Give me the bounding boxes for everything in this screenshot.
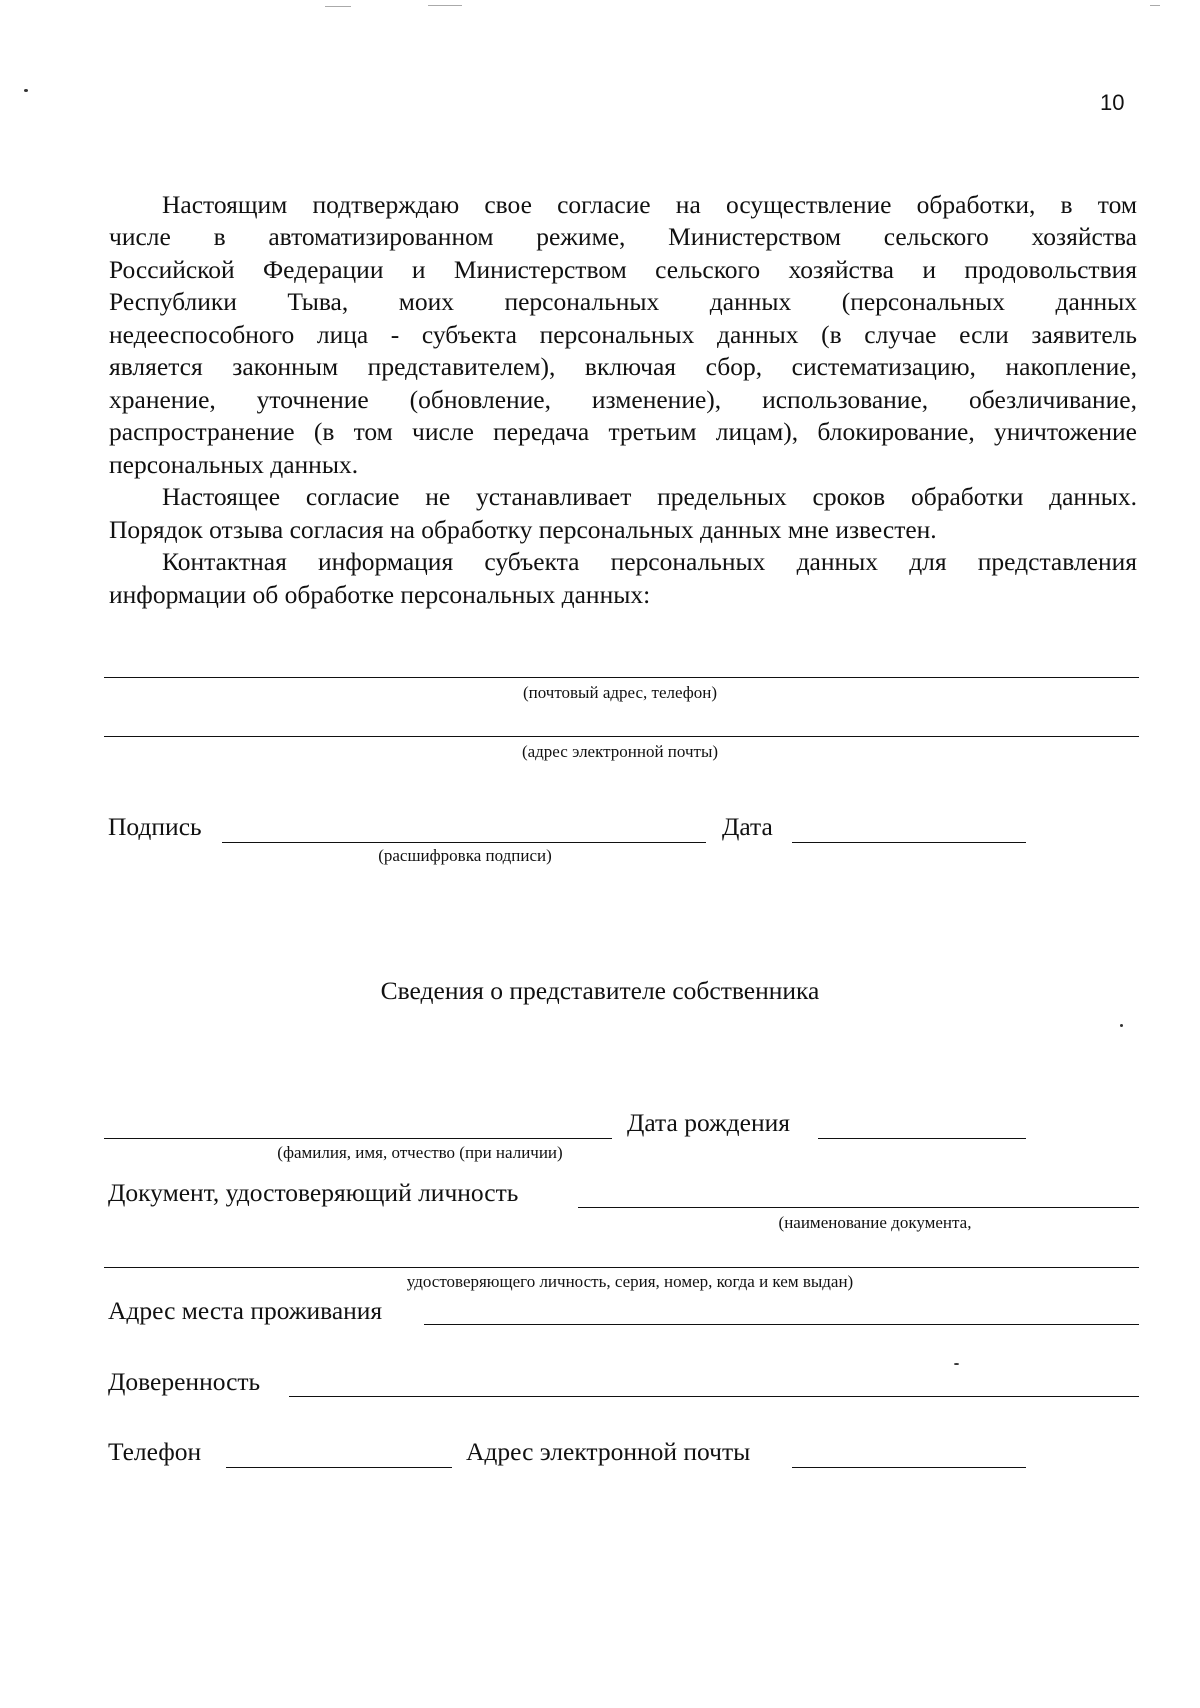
- text-line: Настоящим подтверждаю свое согласие на осуществление обработки, в том: [162, 190, 1137, 219]
- text-line: Контактная информация субъекта персональных данных для представления: [162, 547, 1137, 576]
- scan-speck: [1120, 1024, 1123, 1027]
- scan-mark: [1150, 5, 1160, 6]
- postal-address-caption: (почтовый адрес, телефон): [522, 683, 718, 702]
- id-document-field[interactable]: [578, 1207, 1139, 1208]
- email-field[interactable]: [104, 736, 1139, 737]
- text-line: распространение (в том числе передача третьим лицам), блокирование, уничтожение: [109, 417, 1137, 446]
- text-line: Республики Тыва, моих персональных данных (персональных данных: [109, 287, 1137, 316]
- fio-field[interactable]: [104, 1138, 612, 1139]
- signature-label: Подпись: [108, 812, 202, 841]
- phone-label: Телефон: [108, 1437, 202, 1466]
- birth-date-label: Дата рождения: [627, 1108, 790, 1137]
- scan-mark: [325, 6, 351, 7]
- scan-speck: [24, 89, 28, 92]
- text-line: Российской Федерации и Министерством сельского хозяйства и продовольствия: [109, 255, 1137, 284]
- email-caption: (адрес электронной почты): [521, 742, 719, 761]
- signature-field[interactable]: [222, 842, 706, 843]
- signature-caption: (расшифровка подписи): [378, 846, 552, 865]
- birth-date-field[interactable]: [818, 1138, 1026, 1139]
- scan-mark: [428, 5, 462, 6]
- residence-address-field[interactable]: [424, 1324, 1139, 1325]
- text-line: хранение, уточнение (обновление, изменение), использование, обезличивание,: [109, 385, 1137, 414]
- power-of-attorney-label: Доверенность: [108, 1367, 261, 1396]
- text-line: Порядок отзыва согласия на обработку персональных данных мне известен.: [109, 515, 937, 544]
- text-line: является законным представителем), включая сбор, систематизацию, накопление,: [109, 352, 1137, 381]
- id-document-details-field[interactable]: [104, 1267, 1139, 1268]
- text-line: числе в автоматизированном режиме, Министерством сельского хозяйства: [109, 222, 1137, 251]
- page-number: 10: [1100, 90, 1125, 115]
- text-line: Настоящее согласие не устанавливает предельных сроков обработки данных.: [162, 482, 1137, 511]
- text-line: персональных данных.: [109, 450, 359, 479]
- id-document-details-caption: удостоверяющего личность, серия, номер, когда и кем выдан): [406, 1272, 854, 1291]
- representative-heading: Сведения о представителе собственника: [380, 976, 820, 1005]
- phone-field[interactable]: [226, 1467, 452, 1468]
- text-line: недееспособного лица - субъекта персональных данных (в случае если заявитель: [109, 320, 1137, 349]
- date-field[interactable]: [792, 842, 1026, 843]
- rep-email-field[interactable]: [792, 1467, 1026, 1468]
- scan-speck: [954, 1363, 959, 1365]
- fio-caption: (фамилия, имя, отчество (при наличии): [277, 1143, 563, 1162]
- text-line: информации об обработке персональных данных:: [109, 580, 651, 609]
- residence-address-label: Адрес места проживания: [108, 1296, 383, 1325]
- power-of-attorney-field[interactable]: [289, 1396, 1139, 1397]
- id-document-label: Документ, удостоверяющий личность: [108, 1178, 519, 1207]
- postal-address-field[interactable]: [104, 677, 1139, 678]
- date-label: Дата: [722, 812, 773, 841]
- id-document-caption: (наименование документа,: [778, 1213, 972, 1232]
- rep-email-label: Адрес электронной почты: [466, 1437, 751, 1466]
